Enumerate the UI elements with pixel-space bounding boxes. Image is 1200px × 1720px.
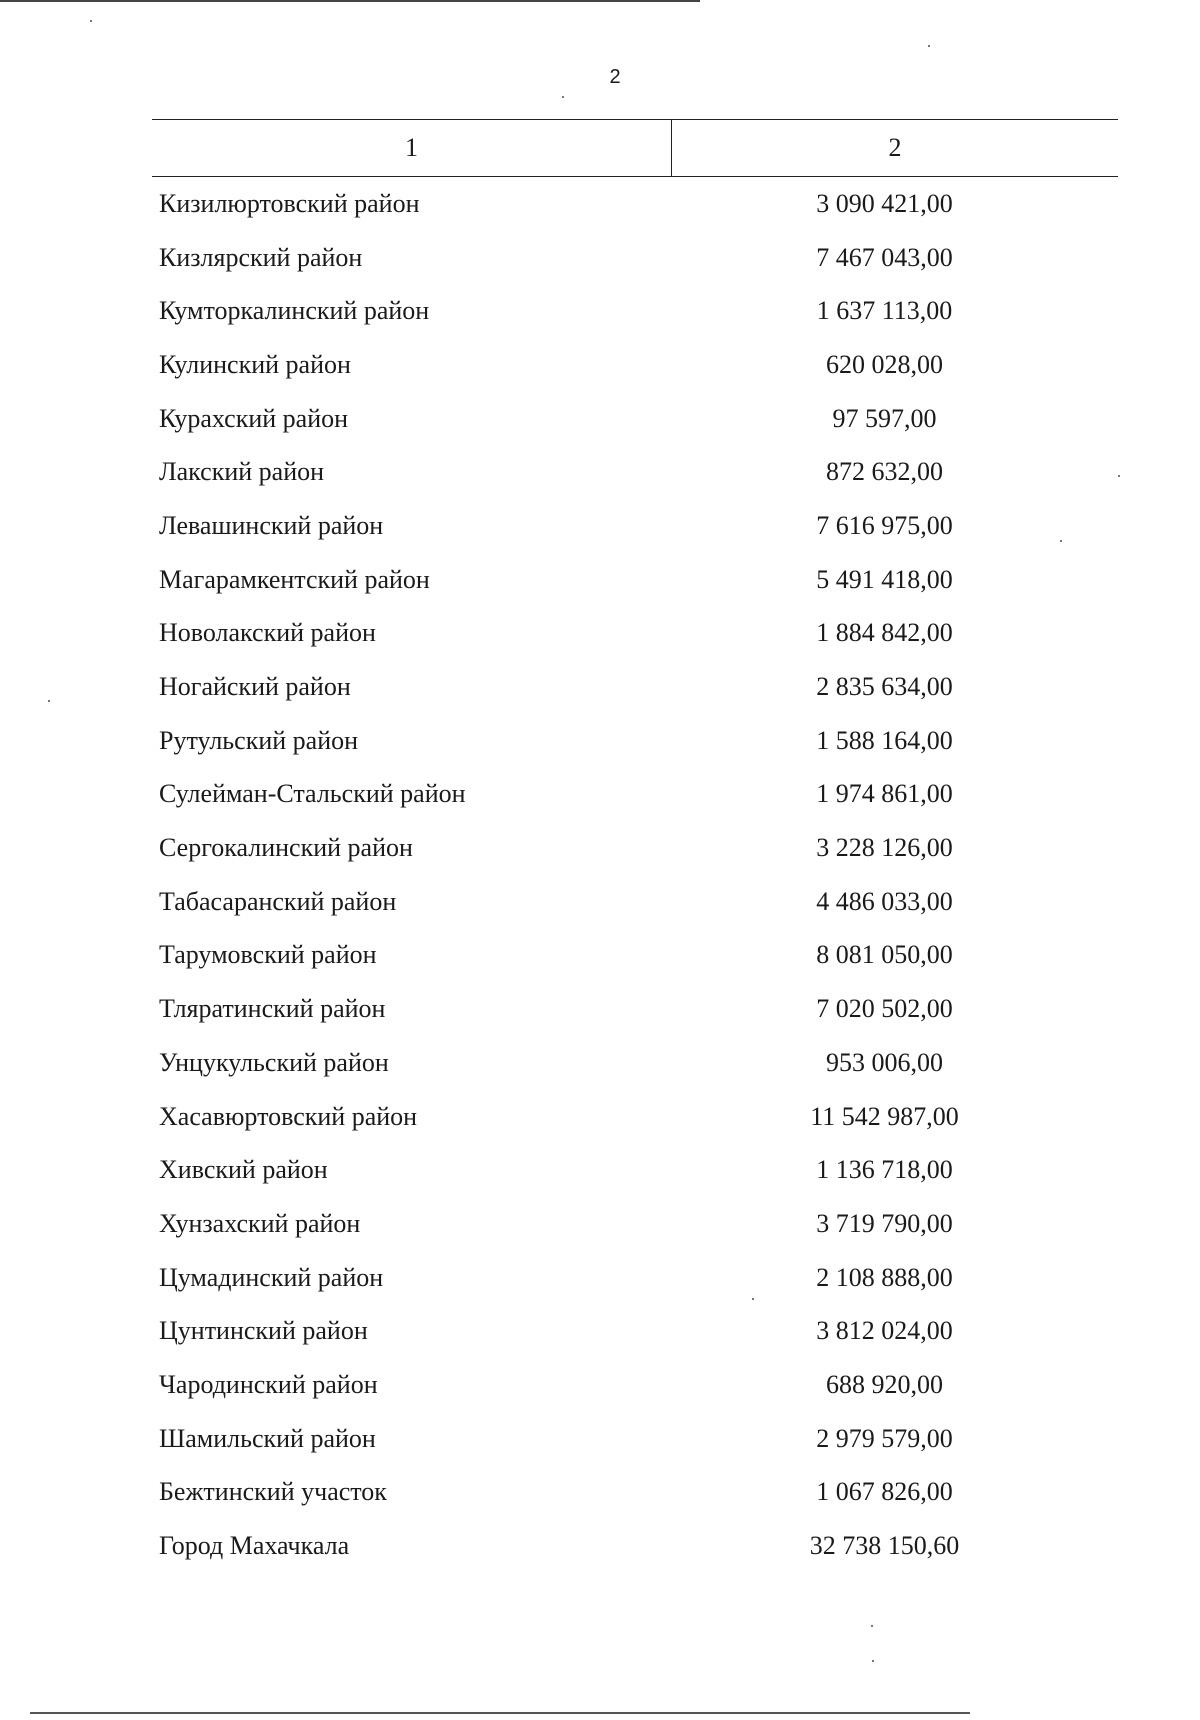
table-row bbox=[152, 1358, 1118, 1412]
scan-speck bbox=[48, 700, 50, 702]
row-district-name: Хасавюртовский район bbox=[159, 1101, 418, 1131]
row-amount: 7 616 975,00 bbox=[816, 510, 953, 540]
row-amount: 7 467 043,00 bbox=[816, 242, 953, 272]
header-col-1: 1 bbox=[152, 120, 672, 176]
row-amount: 1 136 718,00 bbox=[816, 1155, 953, 1185]
row-amount: 953 006,00 bbox=[826, 1047, 943, 1077]
table-row bbox=[152, 1412, 1118, 1466]
table-row bbox=[152, 1197, 1118, 1251]
row-amount: 11 542 987,00 bbox=[810, 1101, 959, 1131]
header-col-2: 2 bbox=[888, 133, 902, 162]
row-amount: 1 974 861,00 bbox=[816, 779, 953, 809]
row-amount: 620 028,00 bbox=[826, 349, 943, 379]
row-district-name: Тляратинский район bbox=[159, 994, 386, 1024]
row-district-name: Рутульский район bbox=[159, 725, 359, 755]
row-district-name: Сергокалинский район bbox=[159, 833, 413, 863]
scan-speck bbox=[871, 1625, 873, 1627]
table-row bbox=[152, 1519, 1118, 1573]
row-amount: 2 979 579,00 bbox=[816, 1423, 953, 1453]
row-amount: 1 588 164,00 bbox=[816, 725, 953, 755]
row-amount: 3 228 126,00 bbox=[816, 833, 953, 863]
scan-speck bbox=[872, 1660, 874, 1662]
scan-speck bbox=[752, 1298, 754, 1300]
row-district-name: Ногайский район bbox=[159, 672, 351, 702]
table-row bbox=[152, 714, 1118, 768]
table-row bbox=[152, 284, 1118, 338]
row-district-name: Хунзахский район bbox=[159, 1208, 361, 1238]
row-district-name: Кумторкалинский район bbox=[159, 296, 430, 326]
row-district-name: Шамильский район bbox=[159, 1423, 376, 1453]
row-amount: 97 597,00 bbox=[832, 403, 937, 433]
table-row bbox=[152, 821, 1118, 875]
table-row bbox=[152, 1143, 1118, 1197]
data-table bbox=[152, 119, 1118, 1573]
row-amount: 8 081 050,00 bbox=[816, 940, 953, 970]
table-row bbox=[152, 553, 1118, 607]
table-body bbox=[152, 177, 1118, 1573]
row-district-name: Сулейман-Стальский район bbox=[159, 779, 466, 809]
row-district-name: Новолакский район bbox=[159, 618, 376, 648]
row-amount: 3 719 790,00 bbox=[816, 1208, 953, 1238]
row-district-name: Левашинский район bbox=[159, 510, 384, 540]
row-district-name: Тарумовский район bbox=[159, 940, 377, 970]
table-row bbox=[152, 982, 1118, 1036]
table-row bbox=[152, 1304, 1118, 1358]
table-row bbox=[152, 445, 1118, 499]
row-district-name: Чародинский район bbox=[159, 1369, 378, 1399]
row-district-name: Лакский район bbox=[159, 457, 325, 487]
table-row bbox=[152, 929, 1118, 983]
row-district-name: Хивский район bbox=[159, 1155, 328, 1185]
row-district-name: Кулинский район bbox=[159, 349, 351, 379]
row-amount: 5 491 418,00 bbox=[816, 564, 953, 594]
row-district-name: Кизилюртовский район bbox=[159, 188, 420, 218]
row-district-name: Кизлярский район bbox=[159, 242, 363, 272]
row-district-name: Цумадинский район bbox=[159, 1262, 384, 1292]
row-amount: 1 884 842,00 bbox=[816, 618, 953, 648]
scan-speck bbox=[928, 45, 930, 47]
row-amount: 3 812 024,00 bbox=[816, 1316, 953, 1346]
table-row bbox=[152, 1090, 1118, 1144]
row-amount: 1 637 113,00 bbox=[816, 296, 953, 326]
table-row bbox=[152, 1466, 1118, 1520]
row-district-name: Курахский район bbox=[159, 403, 349, 433]
row-district-name: Бежтинский участок bbox=[159, 1477, 387, 1507]
row-amount: 688 920,00 bbox=[826, 1369, 943, 1399]
scan-speck bbox=[1060, 540, 1062, 542]
page-number: 2 bbox=[609, 66, 621, 88]
row-district-name: Унцукульский район bbox=[159, 1047, 389, 1077]
table-row bbox=[152, 1036, 1118, 1090]
row-amount: 32 738 150,60 bbox=[809, 1531, 960, 1561]
table-row bbox=[152, 177, 1118, 231]
row-district-name: Цунтинский район bbox=[159, 1316, 368, 1346]
row-amount: 872 632,00 bbox=[826, 457, 943, 487]
table-row bbox=[152, 338, 1118, 392]
scan-bottom-edge bbox=[30, 1712, 970, 1714]
row-amount: 2 835 634,00 bbox=[816, 672, 953, 702]
scan-top-edge bbox=[0, 0, 700, 2]
row-district-name: Магарамкентский район bbox=[159, 564, 430, 594]
table-row bbox=[152, 875, 1118, 929]
scan-speck bbox=[90, 20, 92, 22]
row-amount: 1 067 826,00 bbox=[816, 1477, 953, 1507]
table-row bbox=[152, 231, 1118, 285]
table-row bbox=[152, 660, 1118, 714]
row-amount: 3 090 421,00 bbox=[816, 188, 953, 218]
table-row bbox=[152, 607, 1118, 661]
row-amount: 2 108 888,00 bbox=[816, 1262, 953, 1292]
table-row bbox=[152, 392, 1118, 446]
row-district-name: Город Махачкала bbox=[159, 1531, 350, 1561]
table-header bbox=[152, 119, 1118, 177]
scan-speck bbox=[1118, 475, 1120, 477]
table-row bbox=[152, 1251, 1118, 1305]
table-row bbox=[152, 768, 1118, 822]
row-amount: 4 486 033,00 bbox=[816, 886, 953, 916]
table-row bbox=[152, 499, 1118, 553]
row-amount: 7 020 502,00 bbox=[816, 994, 953, 1024]
row-district-name: Табасаранский район bbox=[159, 886, 397, 916]
scan-speck bbox=[562, 96, 564, 98]
